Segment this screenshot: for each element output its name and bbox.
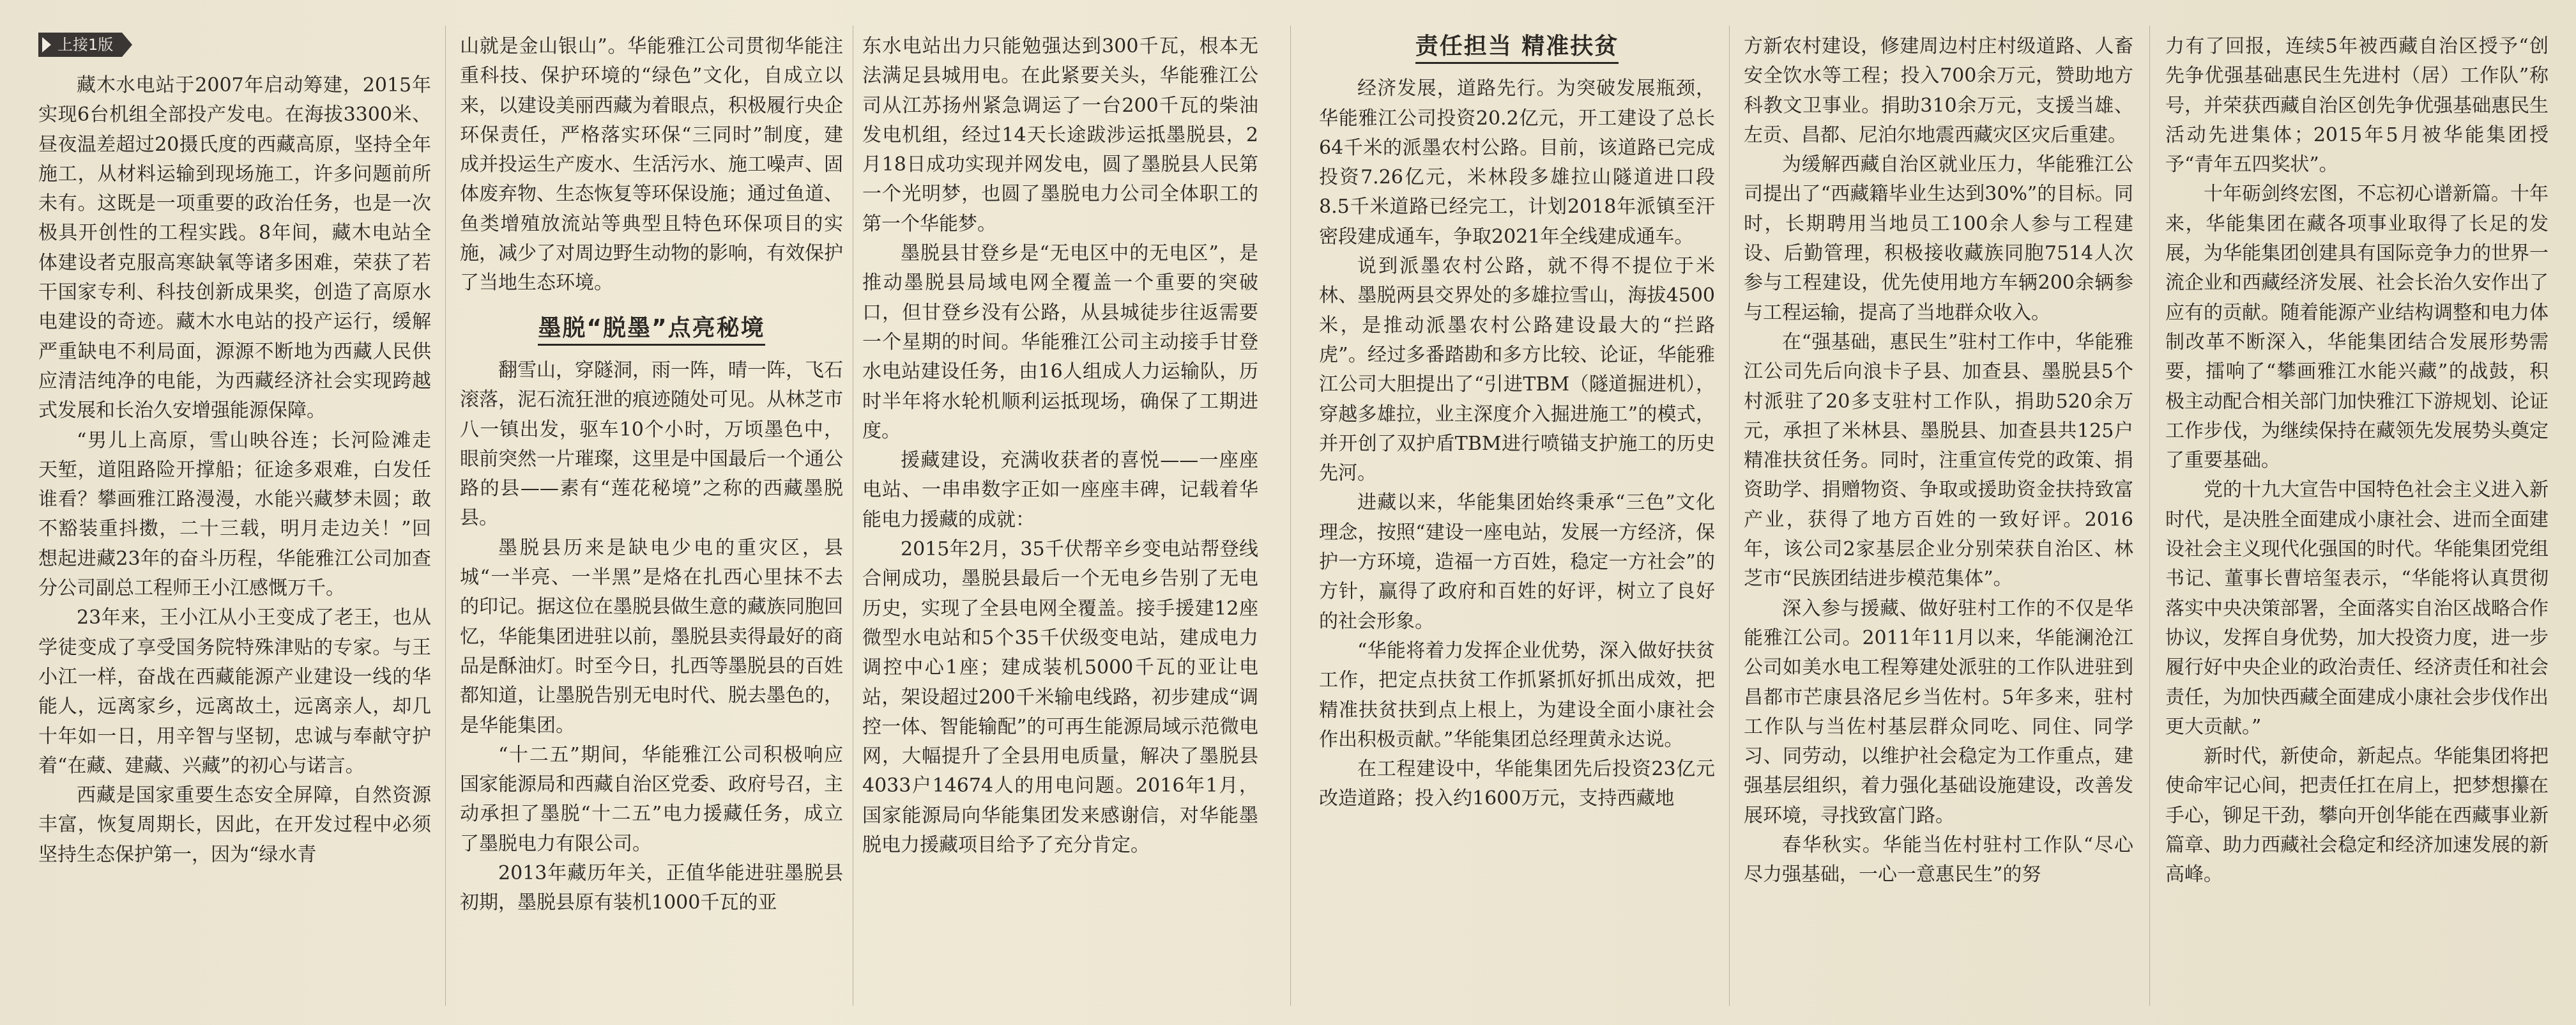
paragraph: 说到派墨农村公路，就不得不提位于米林、墨脱两县交界处的多雄拉雪山，海拔4500米，是推动派墨农村公路建设最大的“拦路虎”。经过多番踏勘和多方比较、论证，华能雅江公司大胆提出了“引进TBM（隧道掘进机），穿越多雄拉，业主深度介入掘进施工”的模式，并开创了双护盾TBM进行喷锚支护施工的历史先河。: [1319, 255, 1715, 485]
article-column-2: [460, 32, 843, 999]
paragraph: 西藏是国家重要生态安全屏障，自然资源丰富，恢复周期长，因此，在开发过程中必须坚持生态保护第一，因为“绿水青: [38, 784, 431, 866]
article-column-3: [862, 32, 1258, 999]
paragraph: 为缓解西藏自治区就业压力，华能雅江公司提出了“西藏籍毕业生达到30%”的目标。同时，长期聘用当地员工100余人参与工程建设、后勤管理，积极接收藏族同胞7514人次参与工程建设，优先使用地方车辆200余辆参与工程运输，提高了当地群众收入。: [1744, 153, 2133, 324]
paragraph: 在工程建设中，华能集团先后投资23亿元改造道路；投入约1600万元，支持西藏地: [1319, 758, 1715, 810]
paragraph: 援藏建设，充满收获者的喜悦——一座座电站、一串串数字正如一座座丰碑，记载着华能电力援藏的成就：: [862, 449, 1258, 531]
column-rule: [445, 26, 446, 1006]
article-column-1: [38, 32, 431, 999]
column-rule: [2149, 26, 2150, 1006]
paragraph: 23年来，王小江从小王变成了老王，也从学徒变成了享受国务院特殊津贴的专家。与王小江一样，奋战在西藏能源产业建设一线的华能人，远离家乡，远离故土，远离亲人，却几十年如一日，用辛智与坚韧，忠诚与奉献守护着“在藏、建藏、兴藏”的初心与诺言。: [38, 606, 431, 777]
paragraph: 藏木水电站于2007年启动筹建，2015年实现6台机组全部投产发电。在海拔3300米、昼夜温差超过20摄氏度的西藏高原，坚持全年施工，从材料运输到现场施工，许多问题前所未有。这既是一项重要的政治任务，也是一次极具开创性的工程实践。8年间，藏木电站全体建设者克服高寒缺氧等诸多困难，荣获了若干国家专利、科技创新成果奖，创造了高原水电建设的奇迹。藏木水电站的投产运行，缓解严重缺电不利局面，源源不断地为西藏人民供应清洁纯净的电能，为西藏经济社会实现跨越式发展和长治久安增强能源保障。: [38, 74, 431, 422]
continued-from-banner: [38, 33, 122, 57]
section-heading: [460, 314, 843, 343]
article-column-6: [2165, 32, 2549, 999]
paragraph: “男儿上高原，雪山映谷连；长河险滩走天堑，道阻路险开撑船；征途多艰难，白发任谁看？攀画雅江路漫漫，水能兴藏梦未圆；敢不豁装重抖擞，二十三载，明月走边关！”回想起进藏23年的奋斗历程，华能雅江公司加查分公司副总工程师王小江感慨万千。: [38, 429, 431, 600]
paragraph: 经济发展，道路先行。为突破发展瓶颈，华能雅江公司投资20.2亿元，开工建设了总长64千米的派墨农村公路。目前，该道路已完成投资7.26亿元，米林段多雄拉山隧道进口段8.5千米道路已经完工，计划2018年派镇至汗密段建成通车，争取2021年全线建成通车。: [1319, 77, 1715, 248]
section-heading-text: 墨脱“脱墨”点亮秘境: [538, 315, 765, 346]
paragraph: 方新农村建设，修建周边村庄村级道路、人畜安全饮水等工程；投入700余万元，赞助地方科教文卫事业。捐助310余万元，支援当雄、左贡、昌都、尼泊尔地震西藏灾区灾后重建。: [1744, 35, 2133, 146]
paragraph: 墨脱县甘登乡是“无电区中的无电区”，是推动墨脱县局域电网全覆盖一个重要的突破口，但甘登乡没有公路，从县城徒步往返需要一个星期的时间。华能雅江公司主动接手甘登水电站建设任务，由16人组成人力运输队，历时半年将水轮机顺利运抵现场，确保了工期进度。: [862, 242, 1258, 442]
paragraph: 十年砺剑终宏图，不忘初心谱新篇。十年来，华能集团在藏各项事业取得了长足的发展，为华能集团创建具有国际竞争力的世界一流企业和西藏经济发展、社会长治久安作出了应有的贡献。随着能源产业结构调整和电力体制改革不断深入，华能集团结合发展形势需要，擂响了“攀画雅江水能兴藏”的战鼓，积极主动配合相关部门加快雅江下游规划、论证工作步伐，为继续保持在藏领先发展势头奠定了重要基础。: [2165, 183, 2549, 472]
paragraph: 进藏以来，华能集团始终秉承“三色”文化理念，按照“建设一座电站，发展一方经济，保护一方环境，造福一方百姓，稳定一方社会”的方针，赢得了政府和百姓的好评，树立了良好的社会形象。: [1319, 491, 1715, 633]
paragraph: 深入参与援藏、做好驻村工作的不仅是华能雅江公司。2011年11月以来，华能澜沧江公司如美水电工程筹建处派驻的工作队进驻到昌都市芒康县洛尼乡当佐村。5年多来，驻村工作队与当佐村基层群众同吃、同住、同学习、同劳动，以维护社会稳定为工作重点，建强基层组织，着力强化基础设施建设，改善发展环境，寻找致富门路。: [1744, 597, 2133, 827]
paragraph: “十二五”期间，华能雅江公司积极响应国家能源局和西藏自治区党委、政府号召，主动承担了墨脱“十二五”电力援藏任务，成立了墨脱电力有限公司。: [460, 743, 843, 855]
column-rule: [1729, 26, 1730, 1006]
arrow-right-icon: [42, 37, 51, 52]
paragraph: 东水电站出力只能勉强达到300千瓦，根本无法满足县城用电。在此紧要关头，华能雅江公司从江苏扬州紧急调运了一台200千瓦的柴油发电机组，经过14天长途跋涉运抵墨脱县，2月18日成功实现并网发电，圆了墨脱县人民第一个光明梦，也圆了墨脱电力公司全体职工的第一个华能梦。: [862, 35, 1258, 235]
paragraph: 新时代，新使命，新起点。华能集团将把使命牢记心间，把责任扛在肩上，把梦想攥在手心，铆足干劲，攀向开创华能在西藏事业新篇章、助力西藏社会稳定和经济加速发展的新高峰。: [2165, 745, 2549, 886]
paragraph: 2013年藏历年关，正值华能进驻墨脱县初期，墨脱县原有装机1000千瓦的亚: [460, 862, 843, 914]
article-column-5: [1744, 32, 2133, 999]
paragraph: 在“强基础，惠民生”驻村工作中，华能雅江公司先后向浪卡子县、加查县、墨脱县5个村派驻了20多支驻村工作队，捐助520余万元，承担了米林县、墨脱县、加查县共125户精准扶贫任务。同时，注重宣传党的政策、捐资助学、捐赠物资、争取或援助资金扶持致富产业，获得了地方百姓的一致好评。2016年，该公司2家基层企业分别荣获自治区、林芝市“民族团结进步模范集体”。: [1744, 330, 2133, 590]
paragraph: 力有了回报，连续5年被西藏自治区授予“创先争优强基础惠民生先进村（居）工作队”称号，并荣获西藏自治区创先争优强基础惠民生活动先进集体；2015年5月被华能集团授予“青年五四奖状”。: [2165, 35, 2549, 176]
paragraph: 春华秋实。华能当佐村驻村工作队“尽心尽力强基础，一心一意惠民生”的努: [1744, 834, 2133, 886]
paragraph: 党的十九大宣告中国特色社会主义进入新时代，是决胜全面建成小康社会、进而全面建设社会主义现代化强国的时代。华能集团党组书记、董事长曹培玺表示，“华能将认真贯彻落实中央决策部署，全面落实自治区战略合作协议，发挥自身优势，加大投资力度，进一步履行好中央企业的政治责任、经济责任和社会责任，为加快西藏全面建成小康社会步伐作出更大贡献。”: [2165, 479, 2549, 738]
paragraph: 2015年2月，35千伏帮辛乡变电站帮登线合闸成功，墨脱县最后一个无电乡告别了无电历史，实现了全县电网全覆盖。接手援建12座微型水电站和5个35千伏级变电站，建成电力调控中心1座；建成装机5000千瓦的亚让电站，架设超过200千米输电线路，初步建成“调控一体、智能输配”的可再生能源局域示范微电网，大幅提升了全县用电质量，解决了墨脱县4033户14674人的用电问题。2016年1月，国家能源局向华能集团发来感谢信，对华能墨脱电力援藏项目给予了充分肯定。: [862, 538, 1258, 857]
section-heading: [1319, 32, 1715, 61]
article-column-4: [1319, 32, 1715, 999]
continued-label: 上接1版: [57, 35, 114, 54]
paragraph: 翻雪山，穿隧洞，雨一阵，晴一阵，飞石滚落，泥石流狂泄的痕迹随处可见。从林芝市八一镇出发，驱车10个小时，万顷墨色中，眼前突然一片璀璨，这里是中国最后一个通公路的县——素有“莲花秘境”之称的西藏墨脱县。: [460, 358, 843, 530]
column-rule: [1290, 26, 1291, 1006]
paragraph: 山就是金山银山”。华能雅江公司贯彻华能注重科技、保护环境的“绿色”文化，自成立以来，以建设美丽西藏为着眼点，积极履行央企环保责任，严格落实环保“三同时”制度，建成并投运生产废水、生活污水、施工噪声、固体废弃物、生态恢复等环保设施；通过鱼道、鱼类增殖放流站等典型且特色环保项目的实施，减少了对周边野生动物的影响，有效保护了当地生态环境。: [460, 35, 843, 295]
paragraph: “华能将着力发挥企业优势，深入做好扶贫工作，把定点扶贫工作抓紧抓好抓出成效，把精准扶贫扶到点上根上，为建设全面小康社会作出积极贡献。”华能集团总经理黄永达说。: [1319, 639, 1715, 751]
paragraph: 墨脱县历来是缺电少电的重灾区，县城“一半亮、一半黑”是烙在扎西心里抹不去的印记。据这位在墨脱县做生意的藏族同胞回忆，华能集团进驻以前，墨脱县卖得最好的商品是酥油灯。时至今日，扎西等墨脱县的百姓都知道，让墨脱告别无电时代、脱去墨色的，是华能集团。: [460, 536, 843, 737]
section-heading-text: 责任担当 精准扶贫: [1415, 33, 1619, 64]
